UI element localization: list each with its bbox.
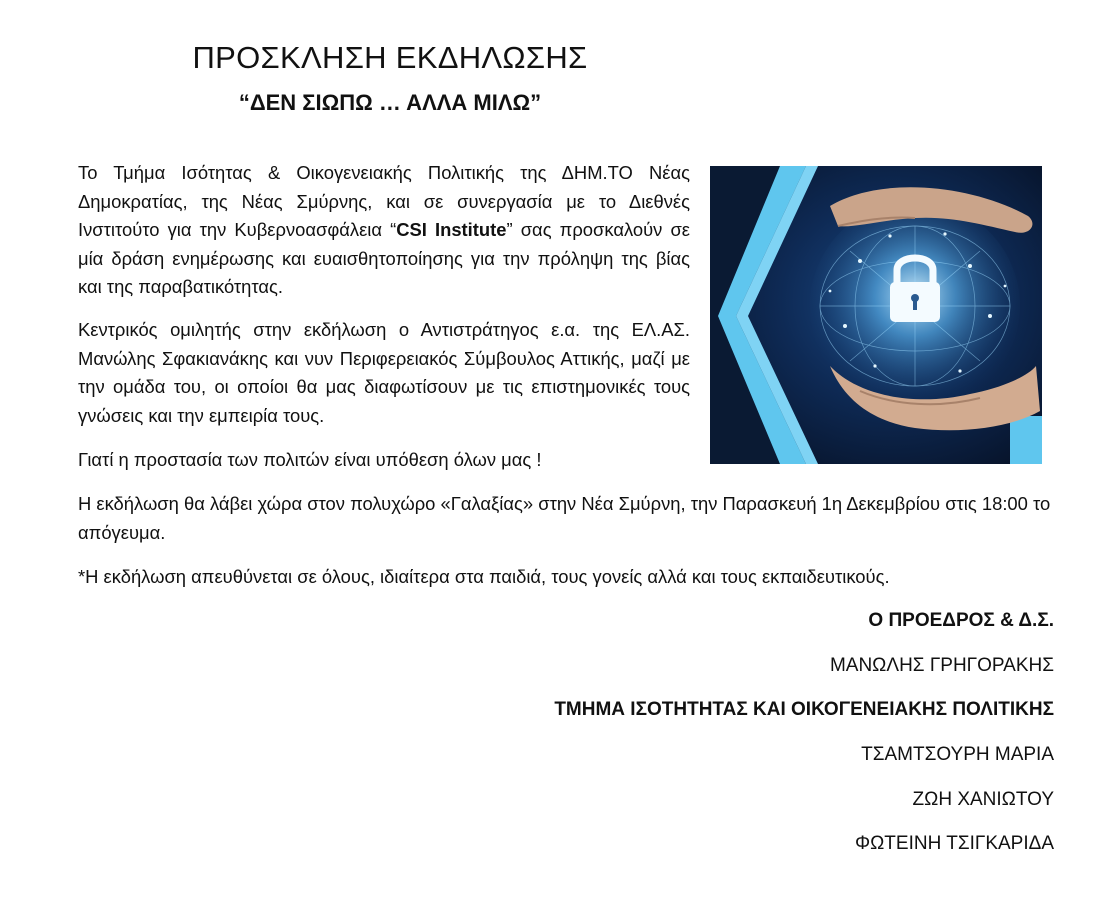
event-slogan: “ΔΕΝ ΣΙΩΠΩ … ΑΛΛΑ ΜΙΛΩ”: [238, 90, 542, 115]
intro-text-end: ” σας προσκαλούν σε μία δράση ενημέρωσης και ευαισθητοποίησης για την πρόληψη της βίας και της παραβατικότητας.: [78, 219, 690, 297]
venue-paragraph: Η εκδήλωση θα λάβει χώρα στον πολυχώρο «Γαλαξίας» στην Νέα Σμύρνη, την Παρασκευή 1η Δεκεμβρίου στις 18:00 το απόγευμα.: [78, 493, 1051, 543]
page-title: ΠΡΟΣΚΛΗΣΗ ΕΚΔΗΛΩΣΗΣ: [192, 40, 588, 75]
member-name: ΦΩΤΕΙΝΗ ΤΣΙΓΚΑΡΙΔΑ: [854, 833, 1054, 854]
department-name: ΤΜΗΜΑ ΙΣΟΤΗΤΗΤΑΣ ΚΑΙ ΟΙΚΟΓΕΝΕΙΑΚΗΣ ΠΟΛΙΤΙΚΗΣ: [554, 699, 1054, 720]
president-title: Ο ΠΡΟΕΔΡΟΣ & Δ.Σ.: [868, 610, 1054, 631]
intro-paragraph: [78, 159, 690, 302]
intro-text-start: Το Τμήμα Ισότητας & Οικογενειακής Πολιτικής της ΔΗΜ.ΤΟ Νέας Δημοκρατίας, της Νέας Σμύρνης, και σε συνεργασία με το Διεθνές Ινστιτούτο για την Κυβερνοασφάλεια “: [78, 162, 690, 240]
audience-note: *Η εκδήλωση απευθύνεται σε όλους, ιδιαίτερα στα παιδιά, τους γονείς αλλά και τους εκπαιδευτικούς.: [78, 566, 890, 587]
member-name: ΤΣΑΜΤΣΟΥΡΗ ΜΑΡΙΑ: [861, 744, 1054, 765]
institute-name: CSI Institute: [396, 219, 507, 240]
cybersecurity-image: [710, 166, 1042, 464]
president-name: ΜΑΝΩΛΗΣ ΓΡΗΓΟΡΑΚΗΣ: [829, 655, 1054, 676]
motto-paragraph: Γιατί η προστασία των πολιτών είναι υπόθεση όλων μας !: [78, 449, 542, 470]
speaker-paragraph: Κεντρικός ομιλητής στην εκδήλωση ο Αντιστράτηγος ε.α. της ΕΛ.ΑΣ. Μανώλης Σφακιανάκης και νυν Περιφερειακός Σύμβουλος Αττικής, μαζί με την ομάδα του, οι οποίοι θα μας διαφωτίσουν με τις επιστημονικές τους γνώσεις και την εμπειρία τους.: [78, 319, 690, 426]
member-name: ΖΩΗ ΧΑΝΙΩΤΟΥ: [912, 789, 1054, 810]
